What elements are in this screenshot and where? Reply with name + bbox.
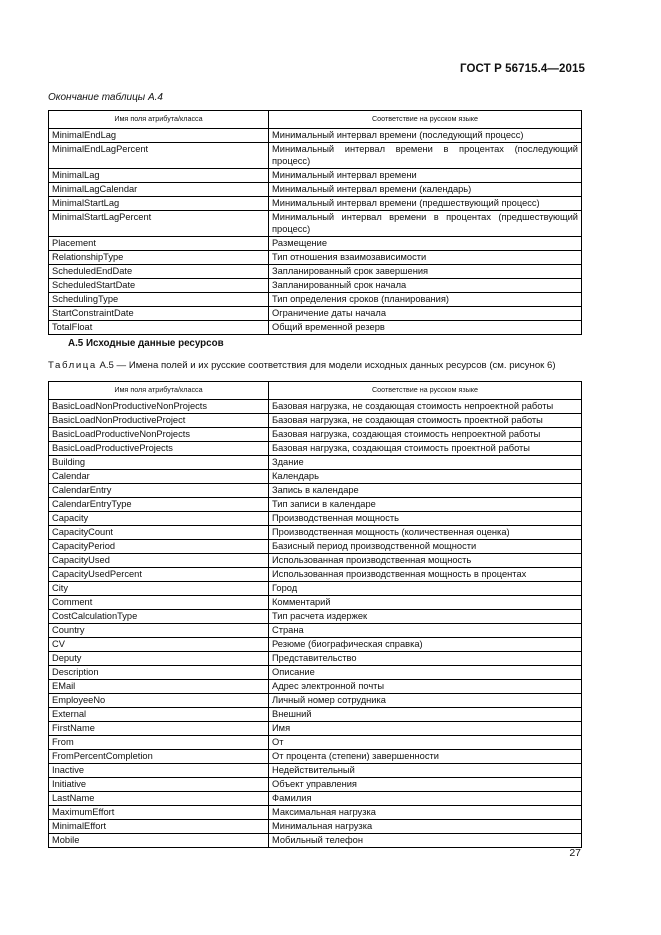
table-continuation-label: Окончание таблицы А.4 <box>48 92 163 103</box>
table-a5-body <box>49 400 582 848</box>
russian-translation-cell: Производственная мощность <box>269 512 582 526</box>
field-name-cell: ScheduledStartDate <box>49 279 269 293</box>
russian-translation-cell: Резюме (биографическая справка) <box>269 638 582 652</box>
table-caption-text: А.5 — Имена полей и их русские соответствия для модели исходных данных ресурсов (см. рисунок 6) <box>96 360 556 371</box>
field-name-cell: BasicLoadNonProductiveProject <box>49 414 269 428</box>
russian-translation-cell: Максимальная нагрузка <box>269 806 582 820</box>
russian-translation-cell: Адрес электронной почты <box>269 680 582 694</box>
table-row <box>49 251 582 265</box>
russian-translation-cell: Комментарий <box>269 596 582 610</box>
table-header-row <box>49 382 582 400</box>
field-name-cell: FromPercentCompletion <box>49 750 269 764</box>
russian-translation-cell: Минимальный интервал времени (предшествующий процесс) <box>269 197 582 211</box>
table-row <box>49 498 582 512</box>
table-row <box>49 265 582 279</box>
table-row <box>49 596 582 610</box>
table-row <box>49 722 582 736</box>
russian-translation-cell: Базовая нагрузка, создающая стоимость проектной работы <box>269 442 582 456</box>
russian-translation-cell: Базовая нагрузка, не создающая стоимость проектной работы <box>269 414 582 428</box>
field-name-cell: CapacityCount <box>49 526 269 540</box>
table-row <box>49 736 582 750</box>
table-row <box>49 442 582 456</box>
field-name-cell: Building <box>49 456 269 470</box>
field-name-cell: MaximumEffort <box>49 806 269 820</box>
russian-translation-cell: Тип записи в календаре <box>269 498 582 512</box>
russian-translation-cell: Использованная производственная мощность в процентах <box>269 568 582 582</box>
russian-translation-cell: Описание <box>269 666 582 680</box>
russian-translation-cell: Город <box>269 582 582 596</box>
table-row <box>49 568 582 582</box>
field-name-cell: Inactive <box>49 764 269 778</box>
table-header-row <box>49 111 582 129</box>
russian-translation-cell: Минимальная нагрузка <box>269 820 582 834</box>
section-title: А.5 Исходные данные ресурсов <box>68 338 224 349</box>
field-name-cell: Calendar <box>49 470 269 484</box>
russian-translation-cell: Фамилия <box>269 792 582 806</box>
table-row <box>49 307 582 321</box>
table-row <box>49 456 582 470</box>
field-name-cell: TotalFloat <box>49 321 269 335</box>
table-row <box>49 293 582 307</box>
field-name-cell: MinimalStartLag <box>49 197 269 211</box>
page-number: 27 <box>569 847 581 859</box>
table-row <box>49 321 582 335</box>
table-row <box>49 778 582 792</box>
table-row <box>49 197 582 211</box>
table-row <box>49 484 582 498</box>
russian-translation-cell: Минимальный интервал времени <box>269 169 582 183</box>
table-row <box>49 666 582 680</box>
field-name-cell: CV <box>49 638 269 652</box>
russian-translation-cell: Представительство <box>269 652 582 666</box>
russian-translation-cell: Минимальный интервал времени в процентах (последующий процесс) <box>269 143 582 169</box>
field-name-cell: StartConstraintDate <box>49 307 269 321</box>
table-row <box>49 820 582 834</box>
field-name-cell: Deputy <box>49 652 269 666</box>
russian-translation-cell: Здание <box>269 456 582 470</box>
field-name-cell: Capacity <box>49 512 269 526</box>
field-name-cell: SchedulingType <box>49 293 269 307</box>
russian-translation-cell: Объект управления <box>269 778 582 792</box>
table-row <box>49 279 582 293</box>
table-row <box>49 428 582 442</box>
russian-translation-cell: Имя <box>269 722 582 736</box>
field-name-cell: From <box>49 736 269 750</box>
table-a5 <box>48 381 582 848</box>
table-row <box>49 237 582 251</box>
table-a5-caption <box>48 360 556 371</box>
table-a4 <box>48 110 582 335</box>
russian-translation-cell: Минимальный интервал времени (календарь) <box>269 183 582 197</box>
table-row <box>49 400 582 414</box>
table-row <box>49 540 582 554</box>
russian-translation-cell: Минимальный интервал времени в процентах (предшествующий процесс) <box>269 211 582 237</box>
russian-translation-cell: Базовая нагрузка, создающая стоимость непроектной работы <box>269 428 582 442</box>
russian-translation-cell: Общий временной резерв <box>269 321 582 335</box>
field-name-cell: Placement <box>49 237 269 251</box>
field-name-cell: MinimalLagCalendar <box>49 183 269 197</box>
field-name-cell: City <box>49 582 269 596</box>
field-name-cell: CalendarEntryType <box>49 498 269 512</box>
field-name-cell: ScheduledEndDate <box>49 265 269 279</box>
table-row <box>49 764 582 778</box>
field-name-cell: EMail <box>49 680 269 694</box>
table-row <box>49 129 582 143</box>
table-row <box>49 834 582 848</box>
table-row <box>49 582 582 596</box>
field-name-cell: BasicLoadProductiveProjects <box>49 442 269 456</box>
table-caption-prefix: Таблица <box>48 360 97 371</box>
russian-translation-cell: Страна <box>269 624 582 638</box>
table-row <box>49 470 582 484</box>
table-a4-body <box>49 129 582 335</box>
russian-translation-cell: Запланированный срок завершения <box>269 265 582 279</box>
russian-translation-cell: От <box>269 736 582 750</box>
russian-translation-cell: Запись в календаре <box>269 484 582 498</box>
table-row <box>49 806 582 820</box>
table-row <box>49 652 582 666</box>
table-row <box>49 694 582 708</box>
table-row <box>49 708 582 722</box>
table-row <box>49 211 582 237</box>
field-name-cell: Description <box>49 666 269 680</box>
field-name-cell: BasicLoadProductiveNonProjects <box>49 428 269 442</box>
table-row <box>49 169 582 183</box>
russian-translation-cell: От процента (степени) завершенности <box>269 750 582 764</box>
russian-translation-cell: Недействительный <box>269 764 582 778</box>
russian-translation-cell: Тип отношения взаимозависимости <box>269 251 582 265</box>
field-name-cell: MinimalLag <box>49 169 269 183</box>
field-name-cell: EmployeeNo <box>49 694 269 708</box>
column-header-russian: Соответствие на русском языке <box>269 382 582 400</box>
russian-translation-cell: Ограничение даты начала <box>269 307 582 321</box>
field-name-cell: CapacityUsed <box>49 554 269 568</box>
column-header-field-name: Имя поля атрибута/класса <box>49 111 269 129</box>
russian-translation-cell: Личный номер сотрудника <box>269 694 582 708</box>
russian-translation-cell: Базисный период производственной мощности <box>269 540 582 554</box>
field-name-cell: Initiative <box>49 778 269 792</box>
column-header-field-name: Имя поля атрибута/класса <box>49 382 269 400</box>
table-row <box>49 624 582 638</box>
russian-translation-cell: Базовая нагрузка, не создающая стоимость непроектной работы <box>269 400 582 414</box>
russian-translation-cell: Тип расчета издержек <box>269 610 582 624</box>
table-row <box>49 512 582 526</box>
field-name-cell: Country <box>49 624 269 638</box>
russian-translation-cell: Тип определения сроков (планирования) <box>269 293 582 307</box>
table-row <box>49 610 582 624</box>
russian-translation-cell: Календарь <box>269 470 582 484</box>
table-row <box>49 414 582 428</box>
table-row <box>49 554 582 568</box>
field-name-cell: CapacityPeriod <box>49 540 269 554</box>
russian-translation-cell: Мобильный телефон <box>269 834 582 848</box>
russian-translation-cell: Минимальный интервал времени (последующий процесс) <box>269 129 582 143</box>
field-name-cell: FirstName <box>49 722 269 736</box>
field-name-cell: CapacityUsedPercent <box>49 568 269 582</box>
field-name-cell: RelationshipType <box>49 251 269 265</box>
field-name-cell: Comment <box>49 596 269 610</box>
field-name-cell: MinimalEndLag <box>49 129 269 143</box>
field-name-cell: CostCalculationType <box>49 610 269 624</box>
field-name-cell: BasicLoadNonProductiveNonProjects <box>49 400 269 414</box>
table-row <box>49 792 582 806</box>
document-id-header: ГОСТ Р 56715.4—2015 <box>460 63 585 75</box>
table-row <box>49 143 582 169</box>
field-name-cell: LastName <box>49 792 269 806</box>
russian-translation-cell: Внешний <box>269 708 582 722</box>
field-name-cell: MinimalStartLagPercent <box>49 211 269 237</box>
russian-translation-cell: Использованная производственная мощность <box>269 554 582 568</box>
table-row <box>49 680 582 694</box>
field-name-cell: External <box>49 708 269 722</box>
table-row <box>49 526 582 540</box>
table-row <box>49 183 582 197</box>
table-row <box>49 638 582 652</box>
field-name-cell: CalendarEntry <box>49 484 269 498</box>
russian-translation-cell: Производственная мощность (количественная оценка) <box>269 526 582 540</box>
russian-translation-cell: Размещение <box>269 237 582 251</box>
field-name-cell: MinimalEffort <box>49 820 269 834</box>
column-header-russian: Соответствие на русском языке <box>269 111 582 129</box>
russian-translation-cell: Запланированный срок начала <box>269 279 582 293</box>
field-name-cell: Mobile <box>49 834 269 848</box>
field-name-cell: MinimalEndLagPercent <box>49 143 269 169</box>
table-row <box>49 750 582 764</box>
